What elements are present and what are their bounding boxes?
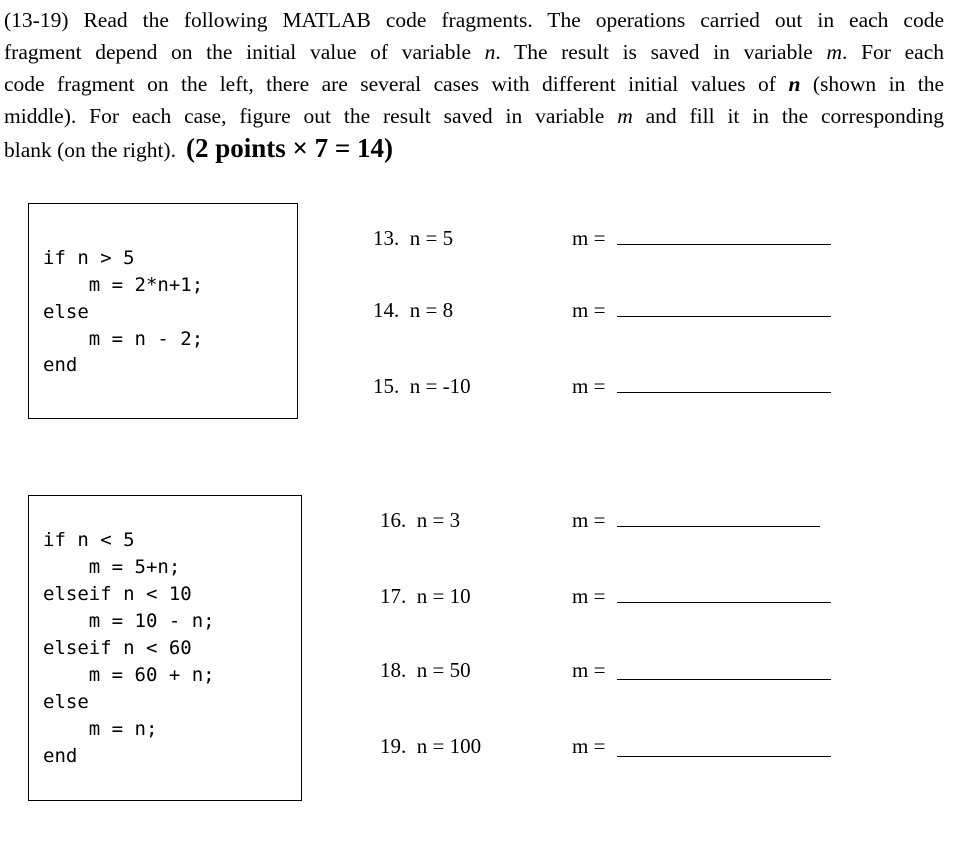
code-line: m = 60 + n; [43, 664, 215, 686]
code-line: elseif n < 60 [43, 637, 192, 659]
code-line: if n > 5 [43, 247, 135, 269]
case-14-answer-label: m = [572, 298, 606, 322]
code-line: m = 5+n; [43, 556, 181, 578]
code-line: m = 2*n+1; [43, 274, 204, 296]
code-line: end [43, 745, 78, 767]
case-14-label: 14. n = 8 [373, 298, 454, 322]
code-line: m = 10 - n; [43, 610, 215, 632]
case-17-answer-label: m = [572, 584, 606, 608]
case-15-label: 15. n = -10 [373, 374, 471, 398]
case-15-answer-blank[interactable] [617, 392, 831, 393]
instructions-line-5 [4, 132, 944, 166]
code-line: else [43, 691, 89, 713]
case-19-answer-blank[interactable] [617, 756, 831, 757]
instructions-line-1: (13-19) Read the following MATLAB code fragments. The operations carried out in each code [4, 8, 944, 32]
case-17-label: 17. n = 10 [380, 584, 471, 608]
instructions-line-2 [4, 36, 944, 68]
code-line: if n < 5 [43, 529, 135, 551]
case-18-label: 18. n = 50 [380, 658, 471, 682]
instructions-line-3-text: code fragment on the left, there are several cases with different initial values of [4, 72, 776, 96]
case-18-answer-label: m = [572, 658, 606, 682]
question-instructions [4, 4, 944, 166]
code-line: elseif n < 10 [43, 583, 192, 605]
instructions-line-3 [4, 68, 944, 100]
case-16-answer-blank[interactable] [617, 526, 820, 527]
variable-m-2: m [617, 104, 633, 128]
case-13-answer-blank[interactable] [617, 244, 831, 245]
case-13-answer-label: m = [572, 226, 606, 250]
case-17-answer-blank[interactable] [617, 602, 831, 603]
points-label: (2 points × 7 = 14) [185, 133, 394, 163]
instructions-line-2-mid: . The result is saved in variable [495, 40, 813, 64]
case-14-answer-blank[interactable] [617, 316, 831, 317]
code-line: end [43, 354, 78, 376]
instructions-line-3-end: (shown in the [800, 72, 945, 96]
case-19-answer-label: m = [572, 734, 606, 758]
case-16-label: 16. n = 3 [380, 508, 461, 532]
instructions-line-2-text: fragment depend on the initial value of variable [4, 40, 471, 64]
instructions-line-5-text: blank (on the right). [4, 138, 176, 162]
case-13-label: 13. n = 5 [373, 226, 454, 250]
instructions-line-2-end: . For each [842, 40, 944, 64]
instructions-line-4-end: and fill it in the corresponding [632, 104, 944, 128]
case-16-answer-label: m = [572, 508, 606, 532]
code-line: m = n - 2; [43, 328, 204, 350]
case-18-answer-blank[interactable] [617, 679, 831, 680]
variable-m: m [826, 40, 843, 64]
code-line: else [43, 301, 89, 323]
variable-n: n [484, 40, 496, 64]
variable-n-bold: n [788, 72, 801, 96]
instructions-line-4 [4, 100, 944, 132]
instructions-line-4-text: middle). For each case, figure out the result saved in variable [4, 104, 605, 128]
code-line: m = n; [43, 718, 158, 740]
case-19-label: 19. n = 100 [380, 734, 482, 758]
case-15-answer-label: m = [572, 374, 606, 398]
